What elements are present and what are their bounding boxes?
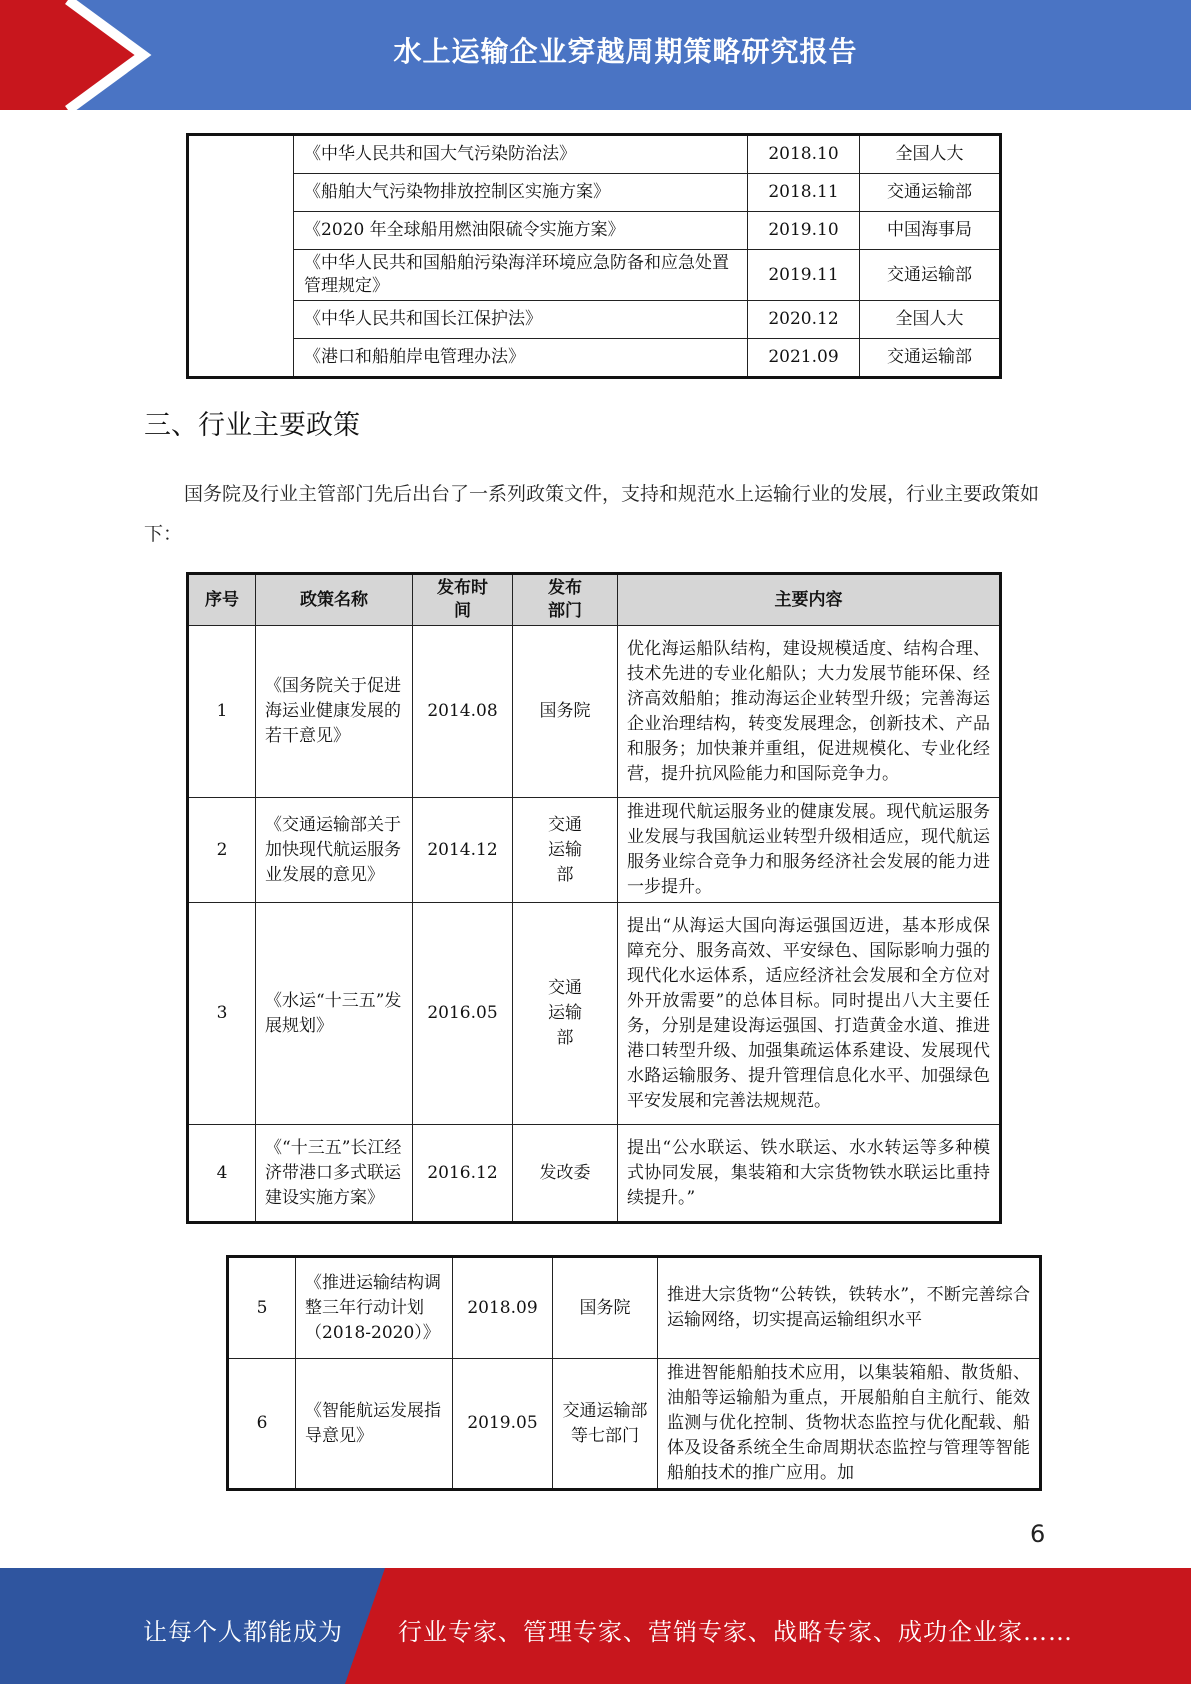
policy-date: 2016.05 [413,903,513,1125]
law-dept: 交通运输部 [860,339,1001,378]
document-title: 水上运输企业穿越周期策略研究报告 [393,35,858,68]
table-row [188,903,1001,1125]
table-row [188,798,1001,903]
policy-content: 推进大宗货物“公转铁，铁转水”，不断完善综合运输网络，切实提高运输组织水平 [658,1257,1041,1359]
law-date: 2018.10 [748,135,860,174]
table-row [228,1359,1041,1490]
table-header-row [188,574,1001,626]
table-row [188,1125,1001,1223]
policy-name: 《智能航运发展指导意见》 [296,1359,453,1490]
page-footer [0,1568,1191,1684]
policy-no: 6 [228,1359,296,1490]
policy-name: 《国务院关于促进海运业健康发展的若干意见》 [256,626,413,798]
law-date: 2020.12 [748,301,860,339]
law-name: 《中华人民共和国大气污染防治法》 [294,135,748,174]
policy-table-continued [226,1255,1042,1491]
policy-no: 5 [228,1257,296,1359]
table-row [188,626,1001,798]
policy-table [186,572,1002,1224]
policy-name: 《推进运输结构调整三年行动计划（2018-2020）》 [296,1257,453,1359]
law-date: 2019.10 [748,212,860,250]
column-header-dept: 发布部门 [513,574,618,626]
law-name: 《港口和船舶岸电管理办法》 [294,339,748,378]
law-name: 《中华人民共和国船舶污染海洋环境应急防备和应急处置管理规定》 [294,250,748,301]
policy-content: 推进智能船舶技术应用，以集装箱船、散货船、油船等运输船为重点，开展船舶自主航行、能效监测与优化控制、货物状态监控与优化配载、船体及设备系统全生命周期状态监控与管理等智能船舶技术的推广应用。加 [658,1359,1041,1490]
law-dept: 全国人大 [860,301,1001,339]
page-number: 6 [1030,1520,1046,1548]
table-row [188,301,1001,339]
law-dept: 交通运输部 [860,174,1001,212]
column-header-date: 发布时间 [413,574,513,626]
law-date: 2021.09 [748,339,860,378]
law-dept: 交通运输部 [860,250,1001,301]
policy-date: 2018.09 [453,1257,553,1359]
table-row [188,250,1001,301]
table-row [188,135,1001,174]
policy-dept: 交通运输部 [513,903,618,1125]
column-header-content: 主要内容 [618,574,1001,626]
policy-name: 《交通运输部关于加快现代航运服务业发展的意见》 [256,798,413,903]
policy-dept: 国务院 [553,1257,658,1359]
policy-date: 2014.08 [413,626,513,798]
policy-no: 3 [188,903,256,1125]
policy-no: 2 [188,798,256,903]
table-row [188,174,1001,212]
section-heading: 三、行业主要政策 [144,410,360,441]
policy-content: 优化海运船队结构，建设规模适度、结构合理、技术先进的专业化船队；大力发展节能环保、经济高效船舶；推动海运企业转型升级；完善海运企业治理结构，转变发展理念，创新技术、产品和服务；加快兼并重组，促进规模化、专业化经营，提升抗风险能力和国际竞争力。 [618,626,1001,798]
table-row [188,212,1001,250]
policy-content: 提出“从海运大国向海运强国迈进，基本形成保障充分、服务高效、平安绿色、国际影响力强的现代化水运体系，适应经济社会发展和全方位对外开放需要”的总体目标。同时提出八大主要任务，分别是建设海运强国、打造黄金水道、推进港口转型升级、加强集疏运体系建设、发展现代水路运输服务、提升管理信息化水平、加强绿色平安发展和完善法规规范。 [618,903,1001,1125]
policy-no: 1 [188,626,256,798]
policy-date: 2019.05 [453,1359,553,1490]
policy-date: 2014.12 [413,798,513,903]
policy-no: 4 [188,1125,256,1223]
policy-name: 《水运“十三五”发展规划》 [256,903,413,1125]
policy-dept: 交通运输部等七部门 [553,1359,658,1490]
table-row [188,339,1001,378]
column-header-no: 序号 [188,574,256,626]
column-header-name: 政策名称 [256,574,413,626]
footer-slogan-left: 让每个人都能成为 [143,1618,343,1646]
merged-category-cell [188,135,294,378]
section-paragraph: 国务院及行业主管部门先后出台了一系列政策文件，支持和规范水上运输行业的发展，行业主要政策如下： [144,483,1040,545]
page-header [0,0,1191,110]
law-name: 《船舶大气污染物排放控制区实施方案》 [294,174,748,212]
policy-content: 推进现代航运服务业的健康发展。现代航运服务业发展与我国航运业转型升级相适应，现代航运服务业综合竞争力和服务经济社会发展的能力进一步提升。 [618,798,1001,903]
law-date: 2019.11 [748,250,860,301]
law-name: 《2020 年全球船用燃油限硫令实施方案》 [294,212,748,250]
policy-dept: 交通运输部 [513,798,618,903]
law-date: 2018.11 [748,174,860,212]
policy-date: 2016.12 [413,1125,513,1223]
law-dept: 全国人大 [860,135,1001,174]
law-name: 《中华人民共和国长江保护法》 [294,301,748,339]
policy-dept: 发改委 [513,1125,618,1223]
policy-dept: 国务院 [513,626,618,798]
footer-slogan-right: 行业专家、管理专家、营销专家、战略专家、成功企业家…… [398,1618,1073,1646]
law-dept: 中国海事局 [860,212,1001,250]
policy-content: 提出“公水联运、铁水联运、水水转运等多种模式协同发展，集装箱和大宗货物铁水联运比重持续提升。” [618,1125,1001,1223]
law-table [186,133,1002,379]
policy-name: 《“十三五”长江经济带港口多式联运建设实施方案》 [256,1125,413,1223]
table-row [228,1257,1041,1359]
